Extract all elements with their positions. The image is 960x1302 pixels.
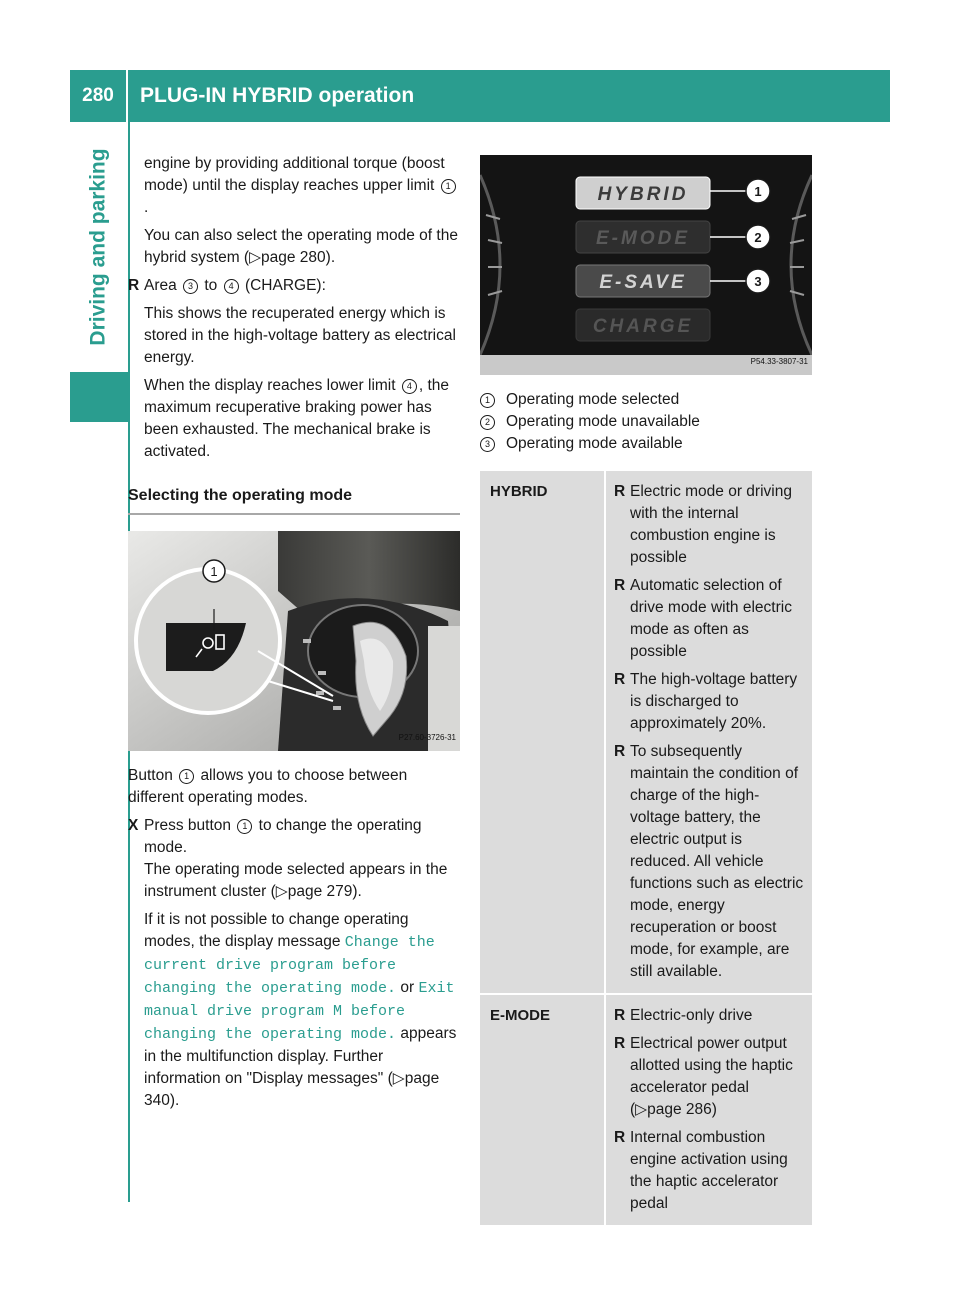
- charge-label: (CHARGE):: [244, 277, 326, 294]
- list-item-text: Electrical power output allotted using the haptic accelerator pedal: [630, 1035, 793, 1096]
- mode-description: [605, 471, 812, 994]
- mode-label-e-save: E-SAVE: [599, 272, 687, 293]
- page-ref-link[interactable]: page 280: [261, 249, 326, 266]
- intro-text: engine by providing additional torque (boost mode) until the display reaches upper limit: [144, 155, 445, 194]
- bullet-icon: R: [614, 1129, 626, 1146]
- callout-marker: 4: [224, 279, 239, 294]
- legend-text: Operating mode selected: [506, 391, 680, 408]
- list-item: [128, 275, 460, 463]
- legend-text: Operating mode unavailable: [506, 413, 700, 430]
- legend-item: [480, 389, 812, 411]
- ref-arrow-icon: ▷: [392, 1070, 405, 1087]
- page-number: 280: [70, 70, 128, 122]
- bullet-icon: R: [614, 483, 626, 500]
- mode-description: [605, 994, 812, 1225]
- list-item: [614, 741, 804, 983]
- list-item-text: Automatic selection of drive mode with electric mode as often as possible: [630, 577, 792, 660]
- callout-marker: 1: [480, 393, 495, 408]
- press-text-end: to change the operating mode.: [144, 817, 422, 856]
- bullet-icon: R: [614, 577, 626, 594]
- callout-marker: 1: [441, 179, 456, 194]
- appears-text: appears in the multifunction display. Further information on "Display messages" (: [144, 1025, 457, 1087]
- step-icon: X: [128, 817, 139, 834]
- list-item: [614, 1005, 804, 1027]
- chapter-tab: [70, 122, 128, 372]
- press-result-text: The operating mode selected appears in the instrument cluster (: [144, 861, 448, 900]
- or-word: or: [400, 979, 415, 996]
- cluster-callout-1: 1: [754, 184, 762, 199]
- callout-marker: 3: [480, 437, 495, 452]
- select-mode-text: You can also select the operating mode of the hybrid system (: [144, 227, 458, 266]
- mode-name: HYBRID: [490, 483, 548, 500]
- page-header: [70, 70, 890, 122]
- bullet-icon: R: [614, 1007, 626, 1024]
- button-text: Button: [128, 767, 173, 784]
- legend-item: [480, 433, 812, 455]
- page-ref-link[interactable]: page 340: [144, 1070, 440, 1109]
- cluster-illustration: [480, 155, 812, 375]
- section-title: PLUG-IN HYBRID operation: [140, 84, 415, 107]
- list-item-text: Electric-only drive: [630, 1007, 753, 1024]
- callout-legend: [480, 389, 812, 455]
- ref-arrow-icon: ▷: [635, 1101, 648, 1118]
- table-row: [480, 994, 812, 1225]
- page-ref-link[interactable]: page 286: [647, 1101, 712, 1118]
- intro-paragraph: engine by providing additional torque (boost mode) until the display reaches upper limit 1.: [128, 153, 460, 219]
- page-ref-link[interactable]: page 279: [287, 883, 353, 900]
- legend-text: Operating mode available: [506, 435, 683, 452]
- callout-marker: 2: [480, 415, 495, 430]
- callout-marker: 1: [179, 769, 194, 784]
- cluster-callout-2: 2: [754, 230, 762, 245]
- chapter-marker: [70, 372, 128, 422]
- area-label: Area: [144, 277, 177, 294]
- mode-name: E-MODE: [480, 994, 605, 1225]
- console-photo: [128, 531, 460, 751]
- list-item: [614, 481, 804, 569]
- list-item: [614, 669, 804, 735]
- area-description: This shows the recuperated energy which is stored in the high-voltage battery as electrical energy.: [144, 305, 456, 366]
- chapter-tab-label: Driving and parking: [87, 148, 111, 346]
- press-result: The operating mode selected appears in the instrument cluster (▷page 279).: [144, 861, 448, 900]
- right-column: [480, 155, 812, 1225]
- button-text-end: allows you to choose between different operating modes.: [128, 767, 408, 806]
- bullet-icon: R: [128, 277, 140, 294]
- ref-arrow-icon: ▷: [275, 883, 288, 900]
- section-heading: Selecting the operating mode: [128, 485, 460, 515]
- press-text: Press button: [144, 817, 232, 834]
- list-item-text: To subsequently maintain the condition of charge of the high-voltage battery, the electric output is reduced. All vehicle functions such as electric mode, energy recuperation or boost mode, for example, are still available.: [630, 743, 804, 980]
- mode-label-charge: CHARGE: [592, 316, 694, 337]
- display-message-1: Change the current drive program before changing the operating mode.: [144, 934, 435, 997]
- select-mode-paragraph: You can also select the operating mode of the hybrid system (▷page 280).: [144, 227, 458, 266]
- list-item: R Electrical power output allotted using the haptic accelerator pedal (▷page 286): [614, 1035, 793, 1118]
- step-item: [128, 815, 460, 1112]
- table-row: [480, 471, 812, 994]
- photo-callout-label: 1: [210, 564, 218, 579]
- list-item-text: Electric mode or driving with the internal combustion engine is possible: [630, 483, 792, 566]
- list-item: [614, 575, 804, 663]
- lower-limit-text: When the display reaches lower limit: [144, 377, 396, 394]
- to-word: to: [204, 277, 218, 294]
- mode-label-hybrid: HYBRID: [597, 184, 689, 205]
- console-illustration: [128, 531, 460, 751]
- lower-limit-text-end: , the maximum recuperative braking power has been exhausted. The mechanical brake is activated.: [144, 377, 450, 460]
- photo-code: P54.33-3807-31: [750, 357, 808, 366]
- bullet-icon: R: [614, 743, 626, 760]
- cluster-photo: [480, 155, 812, 375]
- left-column: [128, 153, 460, 1112]
- callout-marker: 3: [183, 279, 198, 294]
- list-item-text: The high-voltage battery is discharged to approximately 20%.: [630, 671, 798, 732]
- list-item: [614, 1127, 804, 1215]
- photo-code: P27.60-3726-31: [398, 733, 456, 742]
- display-message-2: Exit manual drive program M before changing the operating mode.: [144, 980, 455, 1043]
- mode-label-e-mode: E-MODE: [596, 228, 690, 249]
- callout-marker: 1: [237, 819, 252, 834]
- not-possible-text: If it is not possible to change operating modes, the display message: [144, 911, 409, 950]
- callout-marker: 4: [402, 379, 417, 394]
- button-paragraph: [128, 765, 460, 809]
- cluster-callout-3: 3: [754, 274, 762, 289]
- ref-arrow-icon: ▷: [249, 249, 262, 266]
- legend-item: [480, 411, 812, 433]
- bullet-icon: R: [614, 1035, 626, 1052]
- operating-modes-table: [480, 471, 812, 1225]
- bullet-icon: R: [614, 671, 626, 688]
- lower-limit-paragraph: [144, 375, 460, 463]
- list-item-text: Internal combustion engine activation using the haptic accelerator pedal: [630, 1129, 788, 1212]
- not-possible-paragraph: If it is not possible to change operating modes, the display message Change the current drive program before changing the operating mode. or Exit manual drive program M before changing the operating mode. appears in the multifunction display. Further information on "Display messages" (▷page 340).: [144, 911, 457, 1109]
